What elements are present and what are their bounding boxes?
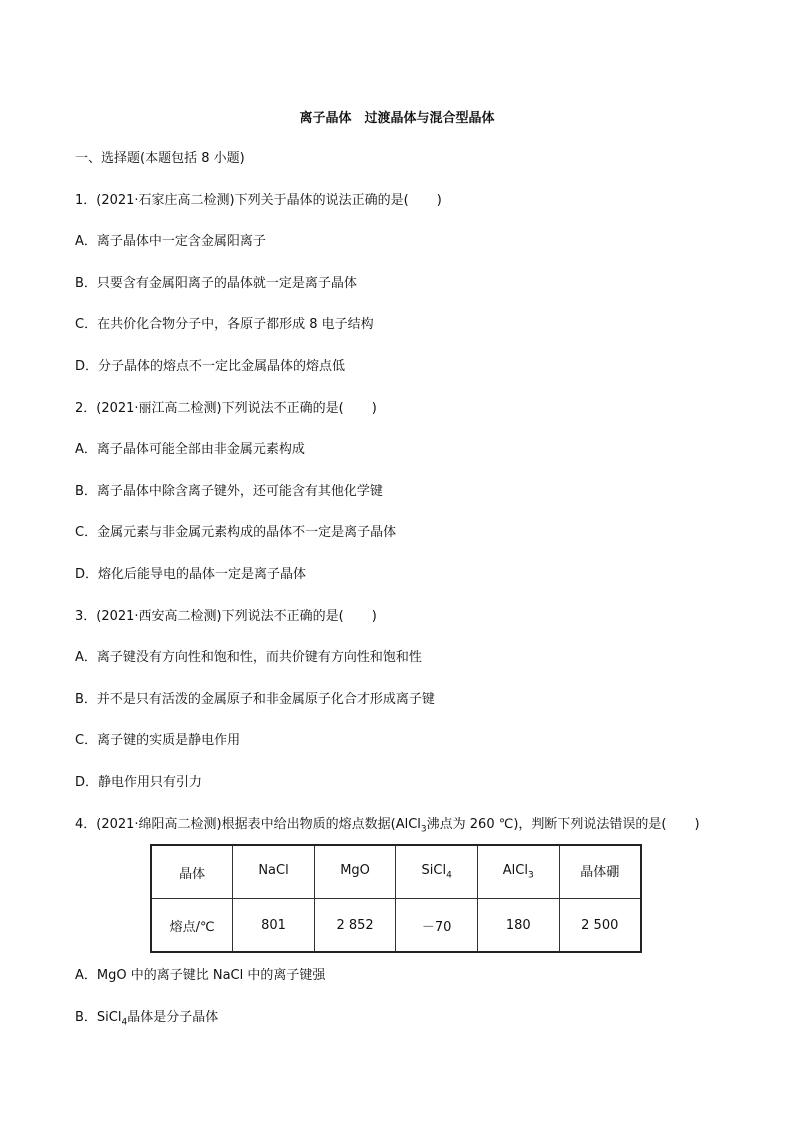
table-row	[151, 899, 641, 953]
table-header-cell: 晶体硼	[559, 845, 641, 899]
table-cell: －70	[396, 899, 478, 953]
question-1-option-c: C．在共价化合物分子中，各原子都形成 8 电子结构	[75, 317, 374, 332]
melting-point-table	[150, 844, 642, 953]
question-3-option-b: B．并不是只有活泼的金属原子和非金属原子化合才形成离子键	[75, 692, 435, 707]
table-cell: 801	[233, 899, 315, 953]
question-3-option-c: C．离子键的实质是静电作用	[75, 733, 241, 748]
question-4-option-a: A．MgO 中的离子键比 NaCl 中的离子键强	[75, 968, 326, 983]
question-3-stem: 3．(2021·西安高二检测)下列说法不正确的是( )	[75, 609, 377, 624]
question-3-option-d: D．静电作用只有引力	[75, 775, 203, 790]
table-cell: 2 500	[559, 899, 641, 953]
question-2-option-a: A．离子晶体可能全部由非金属元素构成	[75, 442, 305, 457]
question-1-stem: 1．(2021·石家庄高二检测)下列关于晶体的说法正确的是( )	[75, 193, 442, 208]
table-header-cell: SiCl$_4$	[396, 845, 478, 899]
table-header-cell: MgO	[314, 845, 396, 899]
question-1-option-a: A．离子晶体中一定含金属阳离子	[75, 234, 266, 249]
question-4-option-b: B．SiCl$_4$晶体是分子晶体	[75, 1010, 219, 1028]
table-cell: 2 852	[314, 899, 396, 953]
table-row-label: 熔点/℃	[151, 899, 233, 953]
table-header-cell: NaCl	[233, 845, 315, 899]
question-1-option-d: D．分子晶体的熔点不一定比金属晶体的熔点低	[75, 359, 346, 374]
page-title: 离子晶体 过渡晶体与混合型晶体	[299, 111, 495, 126]
question-2-stem: 2．(2021·丽江高二检测)下列说法不正确的是( )	[75, 401, 377, 416]
section-heading: 一、选择题(本题包括 8 小题)	[75, 151, 245, 166]
question-2-option-d: D．熔化后能导电的晶体一定是离子晶体	[75, 567, 307, 582]
question-3-option-a: A．离子键没有方向性和饱和性，而共价键有方向性和饱和性	[75, 650, 422, 665]
table-header-cell: AlCl$_3$	[477, 845, 559, 899]
question-2-option-c: C．金属元素与非金属元素构成的晶体不一定是离子晶体	[75, 525, 397, 540]
question-4-stem: 4．(2021·绵阳高二检测)根据表中给出物质的熔点数据(AlCl$_3$沸点为 260 ℃)，判断下列说法错误的是( )	[75, 817, 700, 835]
table-header-row	[151, 845, 641, 899]
table-header-label: 晶体	[151, 845, 233, 899]
table-cell: 180	[477, 899, 559, 953]
question-2-option-b: B．离子晶体中除含离子键外，还可能含有其他化学键	[75, 484, 383, 499]
question-1-option-b: B．只要含有金属阳离子的晶体就一定是离子晶体	[75, 276, 357, 291]
